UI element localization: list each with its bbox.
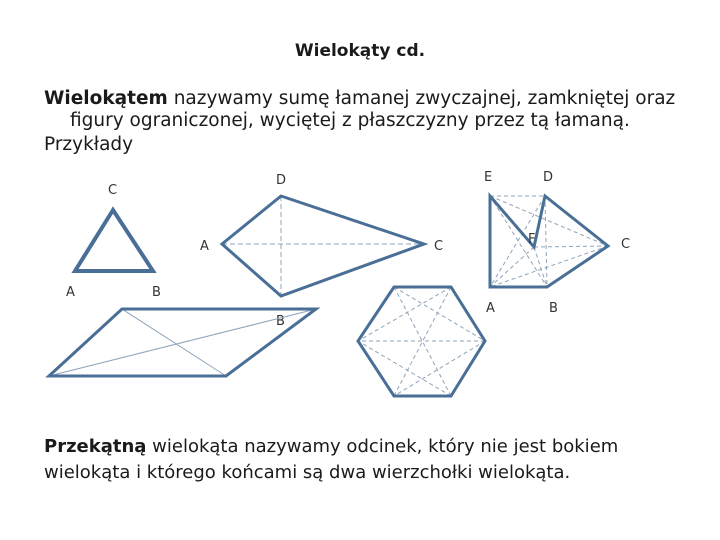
hexagon-figure	[358, 287, 485, 396]
diagonal-definition	[44, 434, 684, 486]
kite-label-a: A	[200, 239, 209, 254]
concave-label-c: C	[621, 237, 631, 252]
parallelogram-diagonal-1	[122, 309, 226, 376]
kite-figure	[200, 173, 443, 329]
triangle-figure	[66, 183, 161, 300]
triangle-label-b: B	[152, 285, 161, 300]
concave-outline	[490, 196, 608, 287]
diagonal-line-1	[44, 434, 684, 460]
parallelogram-figure	[49, 309, 316, 376]
kite-label-c: C	[434, 239, 444, 254]
concave-label-f: F	[528, 232, 536, 247]
term-diagonal: Przekątną	[44, 436, 147, 457]
definition-text-1: nazywamy sumę łamanej zwyczajnej, zamkniętej oraz	[167, 88, 676, 109]
triangle-label-c: C	[108, 183, 118, 198]
diagonal-text-1: wielokąta nazywamy odcinek, który nie jest bokiem	[146, 436, 619, 457]
kite-label-d: D	[276, 173, 287, 188]
triangle-outline	[75, 210, 153, 271]
concave-diagonals	[490, 196, 608, 287]
triangle-label-a: A	[66, 285, 75, 300]
slide-title: Wielokąty cd.	[294, 41, 426, 61]
concave-label-e: E	[484, 170, 493, 185]
definition-text-2: figury ograniczonej, wyciętej z płaszczyzny przez tą łamaną.	[70, 110, 630, 131]
diagonal-text-2: wielokąta i którego końcami są dwa wierzchołki wielokąta.	[44, 462, 571, 483]
concave-polygon-figure	[484, 170, 630, 316]
concave-label-a: A	[486, 301, 495, 316]
hexagon-diagonals	[358, 287, 485, 396]
term-polygon: Wielokątem	[44, 88, 168, 109]
kite-label-b: B	[276, 314, 285, 329]
examples-label: Przykłady	[44, 134, 134, 155]
parallelogram-diagonal-2	[49, 309, 316, 376]
concave-label-b: B	[549, 301, 558, 316]
kite-outline	[222, 196, 424, 296]
concave-label-d: D	[543, 170, 554, 185]
